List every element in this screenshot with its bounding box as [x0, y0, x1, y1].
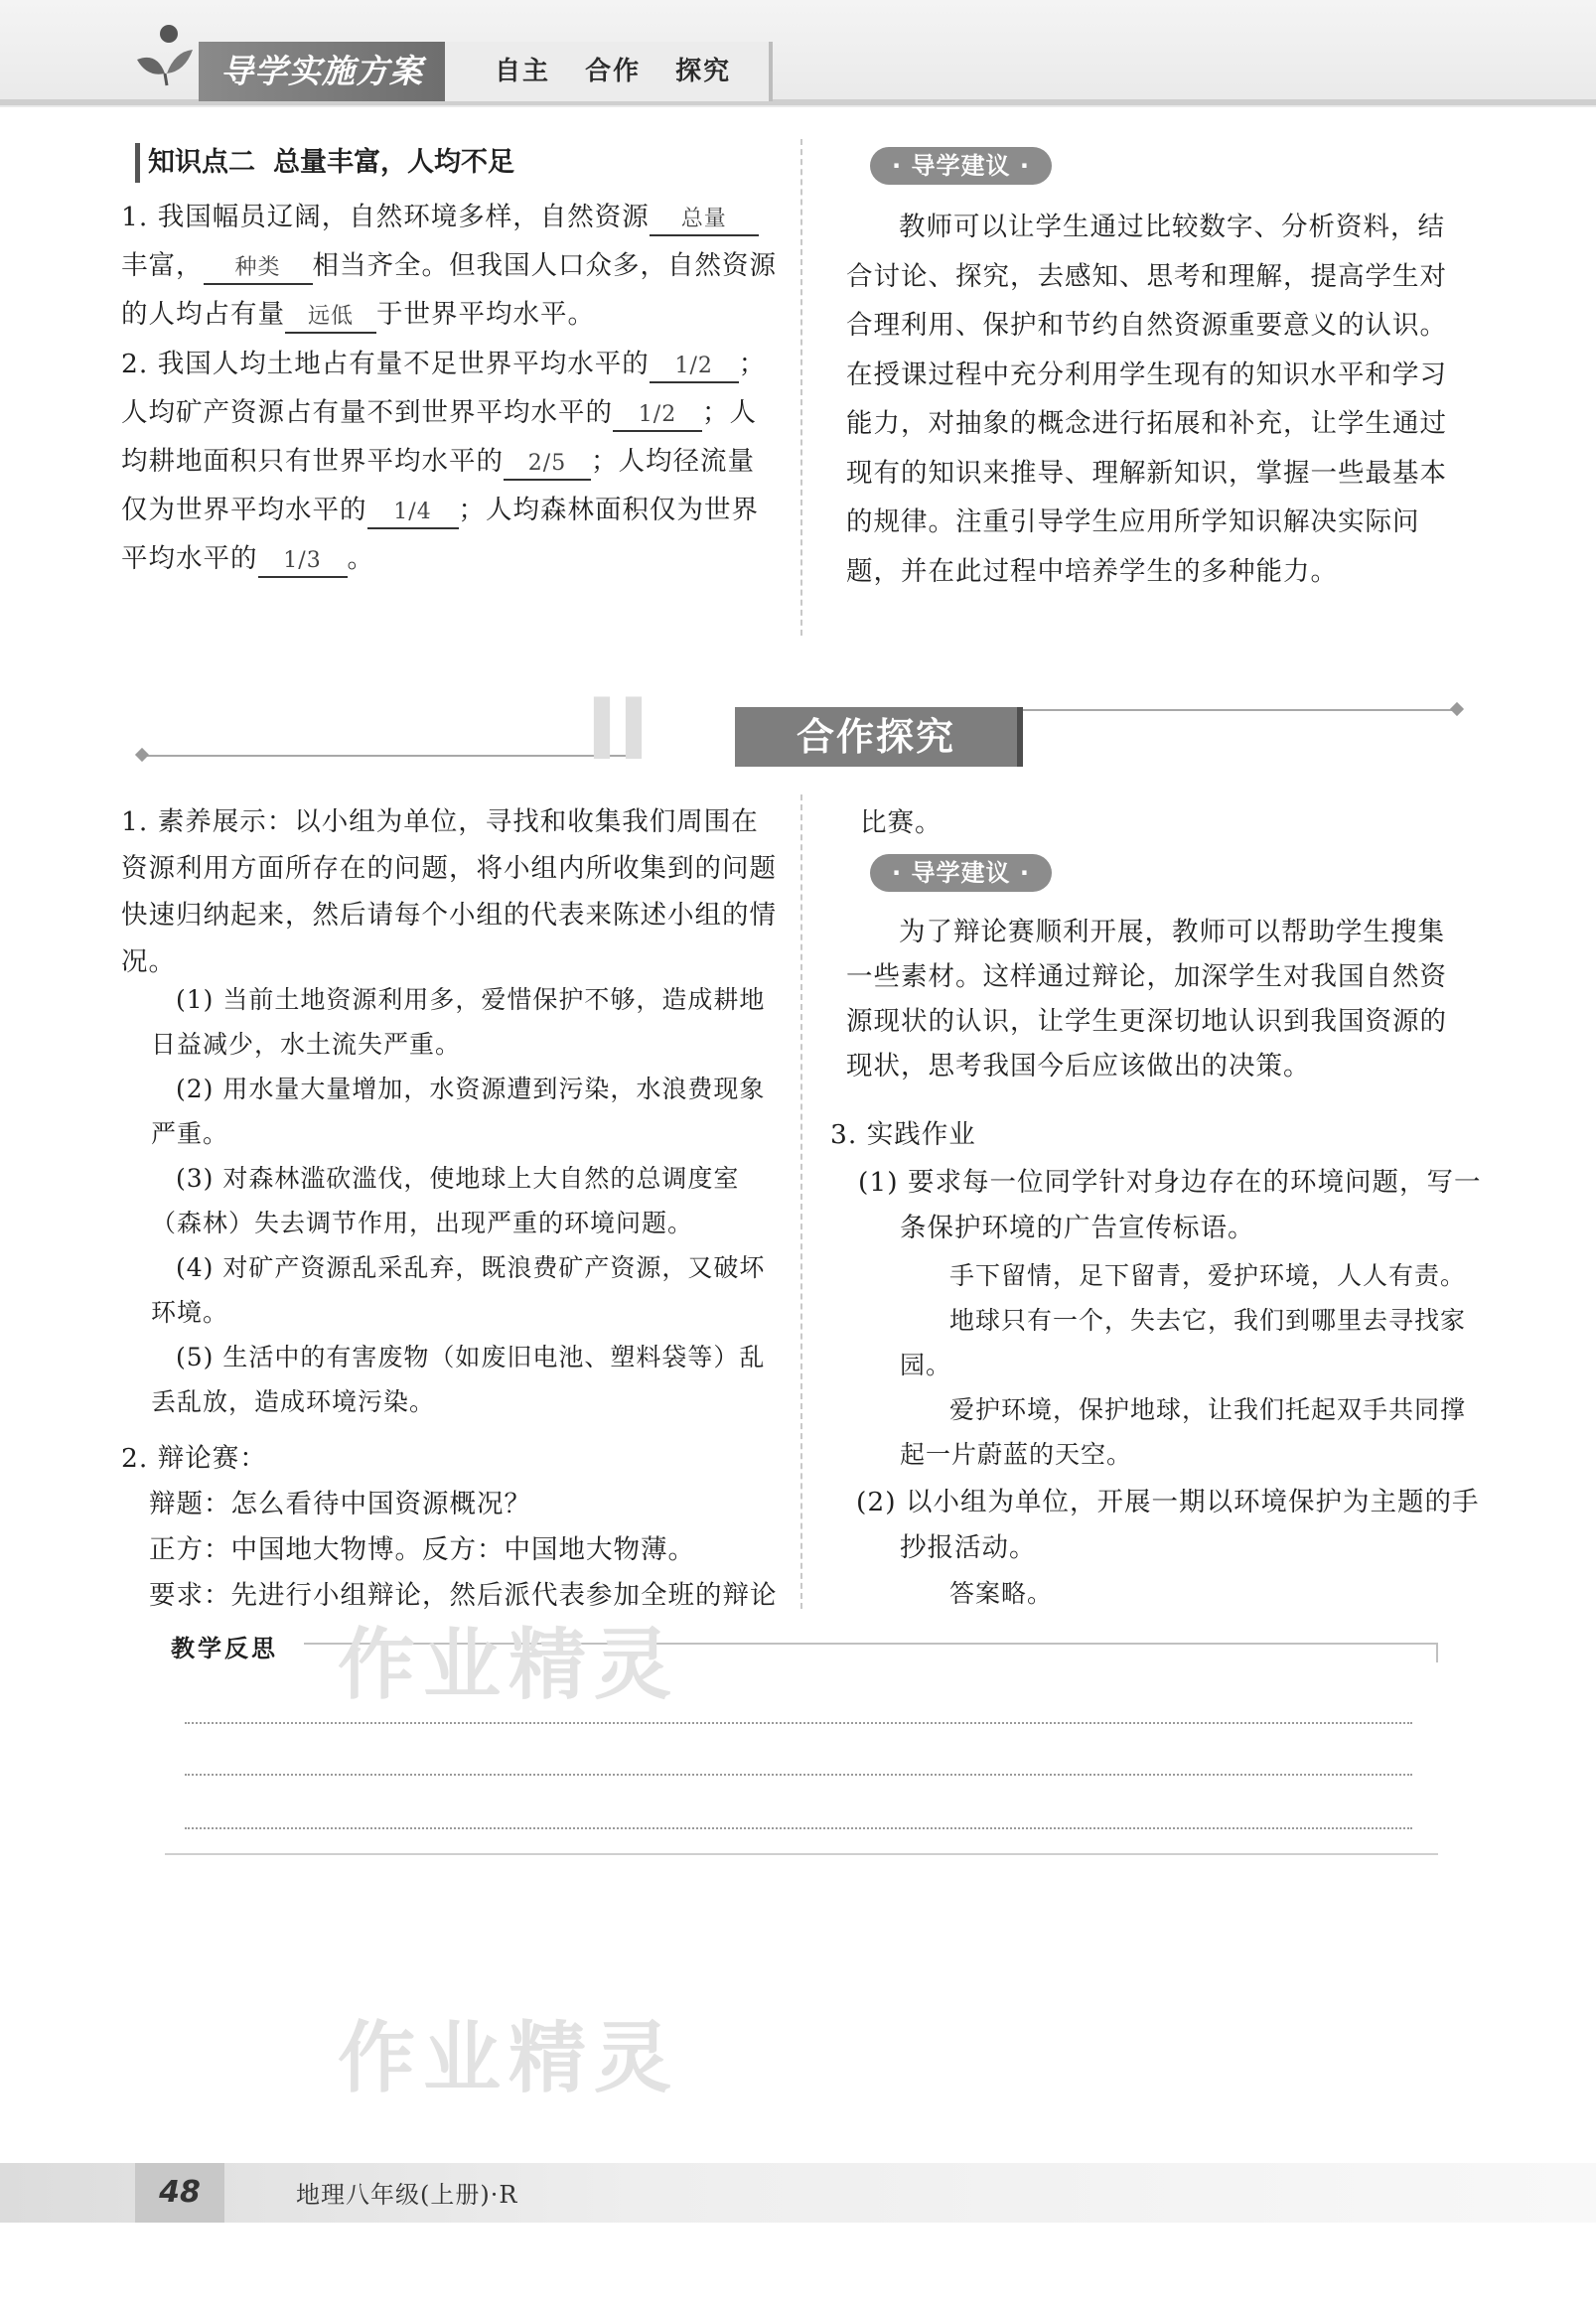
- guide-badge-1: · 导学建议 ·: [870, 147, 1052, 185]
- footer-band: [0, 2163, 1596, 2223]
- coop-answer-5: (5) 生活中的有害废物（如废旧电池、塑料袋等）乱丢乱放，造成环境污染。: [151, 1343, 766, 1416]
- slogan-3: 爱护环境，保护地球，让我们托起双手共同撑起一片蔚蓝的天空。: [900, 1395, 1467, 1469]
- watermark-upper: 作业精灵: [338, 1621, 680, 1710]
- q1-text-c: 相当齐全。但我国人口众多，自然资源的人均占有量: [121, 250, 777, 330]
- q2-text-a: 2. 我国人均土地占有量不足世界平均水平的: [121, 349, 650, 379]
- guide-text-2: 为了辩论赛顺利开展，教师可以帮助学生搜集一些素材。这样通过辩论，加深学生对我国自然资源现状的认识，让学生更深切地认识到我国资源的现状，思考我国今后应该做出的决策。: [846, 917, 1447, 1081]
- slogan-2: 地球只有一个，失去它，我们到哪里去寻找家园。: [900, 1306, 1467, 1379]
- logo-icon: [127, 22, 199, 89]
- debate-topic: 辩题：怎么看待中国资源概况？: [149, 1489, 531, 1519]
- q2-text-d: ；人均径流量仅为世界平均水平的: [121, 446, 755, 525]
- guide-text-1: 教师可以让学生通过比较数字、分析资料，结合讨论、探究，去感知、思考和理解，提高学生对合理利用、保护和节约自然资源重要意义的认识。在授课过程中充分利用学生现有的知识水平和学习能力，对抽象的概念进行拓展和补充，让学生通过现有的知识来推导、理解新知识，掌握一些最基本的规律。注重引导学生应用所学知识解决实际问题，并在此过程中培养学生的多种能力。: [846, 212, 1447, 587]
- book-title: 地理八年级(上册)·R: [296, 2181, 518, 2209]
- reflection-bottom-line: [165, 1853, 1438, 1855]
- q2-blank-d: 1/4: [367, 498, 459, 529]
- practice-question-1: (1) 要求每一位同学针对身边存在的环境问题，写一条保护环境的广告宣传标语。: [858, 1167, 1482, 1243]
- question-2: [121, 340, 777, 583]
- debate-requirement-continued: 比赛。: [860, 807, 943, 838]
- tab-self-study: 自主: [495, 57, 551, 86]
- banner-diamond-left: [135, 748, 149, 762]
- tab-exploration: 探究: [675, 57, 732, 86]
- coop-question-2-title: 2. 辩论赛：: [121, 1443, 267, 1474]
- q1-blank-c: 远低: [285, 302, 376, 334]
- guide-badge-2: · 导学建议 ·: [870, 854, 1052, 892]
- header-tabs: [445, 42, 773, 101]
- q2-blank-a: 1/2: [650, 352, 739, 383]
- coop-answer-2: (2) 用水量大量增加，水资源遭到污染，水浪费现象严重。: [151, 1075, 766, 1148]
- q2-blank-e: 1/3: [258, 546, 348, 578]
- q2-text-f: 。: [347, 543, 374, 574]
- debate-requirement: 要求：先进行小组辩论，然后派代表参加全班的辩论: [149, 1580, 778, 1611]
- knowledge-point-label: 知识点二: [148, 147, 255, 178]
- coop-question-3-title: 3. 实践作业: [830, 1119, 976, 1150]
- coop-answer-3: (3) 对森林滥砍滥伐，使地球上大自然的总调度室（森林）失去调节作用，出现严重的环境问题。: [151, 1164, 740, 1237]
- q2-text-c: ；人均耕地面积只有世界平均水平的: [121, 397, 757, 477]
- q1-blank-b: 种类: [204, 253, 313, 285]
- banner-title: 合作探究: [735, 707, 1023, 767]
- reflection-title: 教学反思: [171, 1635, 278, 1662]
- page-number: 48: [135, 2163, 224, 2223]
- coop-question-1: 1. 素养展示：以小组为单位，寻找和收集我们周围在资源利用方面所存在的问题，将小组内所收集到的问题快速归纳起来，然后请每个小组的代表来陈述小组的情况。: [121, 806, 777, 977]
- tab-cooperation: 合作: [585, 57, 642, 86]
- knowledge-point-title: 总量丰富，人均不足: [273, 147, 514, 178]
- reflection-writing-line: [185, 1722, 1412, 1724]
- column-divider-bottom: [800, 794, 802, 1609]
- reflection-right-edge: [1436, 1643, 1438, 1662]
- debate-sides: 正方：中国地大物博。反方：中国地大物薄。: [149, 1534, 695, 1565]
- slogan-1: 手下留情，足下留青，爱护环境，人人有责。: [949, 1261, 1467, 1290]
- reflection-writing-line: [185, 1774, 1412, 1776]
- practice-answer-2: 答案略。: [949, 1579, 1054, 1608]
- knowledge-point-heading: [135, 143, 514, 183]
- q1-text-a: 1. 我国幅员辽阔，自然环境多样，自然资源: [121, 202, 650, 232]
- coop-answer-1: (1) 当前土地资源利用多，爱惜保护不够，造成耕地日益减少，水土流失严重。: [151, 985, 766, 1059]
- reflection-writing-line: [185, 1827, 1412, 1829]
- q2-text-b: ；人均矿产资源占有量不到世界平均水平的: [121, 349, 767, 428]
- section-title: 导学实施方案: [199, 42, 445, 101]
- q2-blank-c: 2/5: [504, 449, 591, 481]
- q1-text-b: 丰富，: [121, 250, 204, 281]
- q1-blank-a: 总量: [650, 205, 759, 236]
- column-divider-top: [800, 139, 802, 636]
- banner-line-left: [141, 755, 628, 757]
- practice-question-2: (2) 以小组为单位，开展一期以环境保护为主题的手抄报活动。: [856, 1487, 1480, 1563]
- banner-diamond-right: [1450, 702, 1464, 716]
- q2-blank-b: 1/2: [613, 400, 702, 432]
- q1-text-d: 于世界平均水平。: [376, 299, 595, 330]
- watermark-lower: 作业精灵: [338, 2014, 680, 2103]
- question-1: [121, 193, 777, 339]
- coop-answer-4: (4) 对矿产资源乱采乱弃，既浪费矿产资源，又破坏环境。: [151, 1253, 766, 1327]
- banner-decoration: II: [586, 680, 650, 780]
- q2-text-e: ；人均森林面积仅为世界平均水平的: [121, 495, 759, 574]
